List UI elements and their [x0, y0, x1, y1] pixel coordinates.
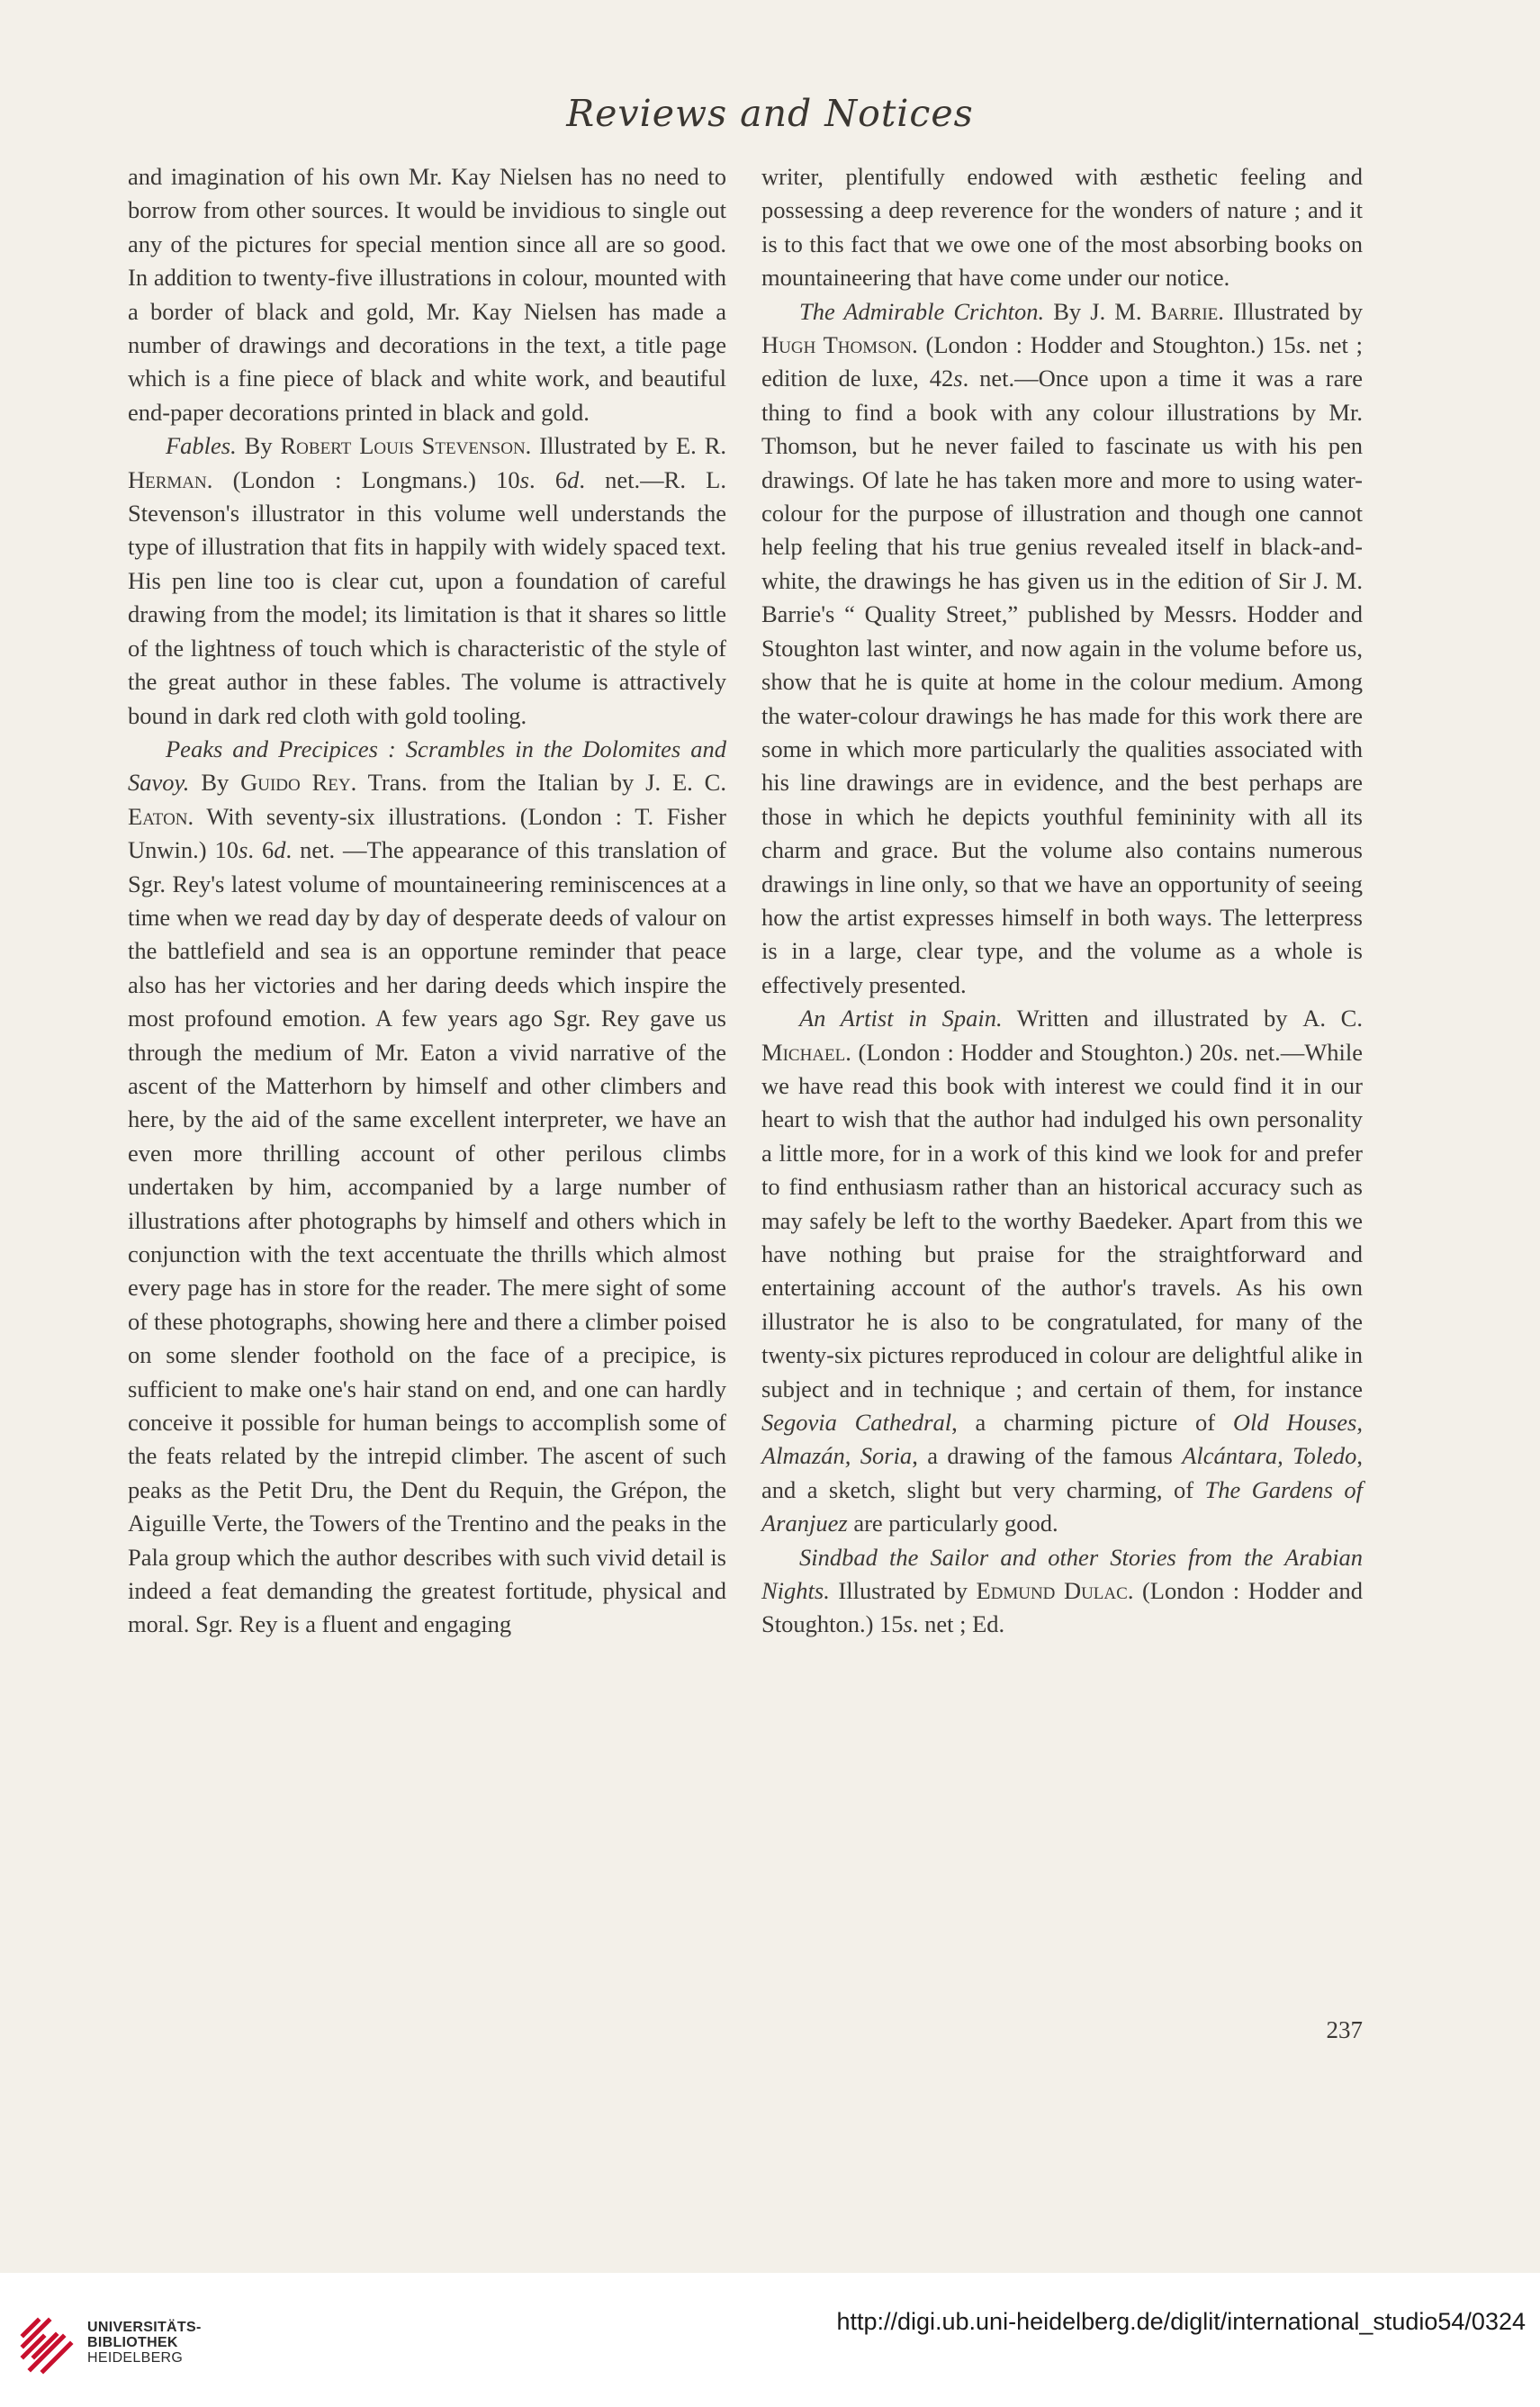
- illustrator-name: Hugh Thomson: [761, 331, 913, 359]
- book-title: The Admirable Crichton.: [799, 297, 1045, 325]
- review-body: . net.—Once upon a time it was a rare thing to find a book with any colour illustrations by Mr. Thomson, but he never failed to fascinate us with his pen drawings. Of late he has taken more and more to using water-colour for the purpose of illustration and though one cannot help feeling that his true genius revealed itself in black-and-white, the drawings he has given us in the edition of Sir J. M. Barrie's “ Quality Street,” published by Messrs. Hodder and Stoughton last winter, and now again in the volume before us, show that he is quite at home in the colour medium. Among the water-colour drawings he has made for this work there are some in which more particularly the qualities associated with his line drawings are in evidence, and the best perhaps are those in which he depicts youthful femininity with all its charm and grace. But the volume also contains numerous drawings in line only, so that we have an opportunity of seeing how the artist expresses himself in both ways. The letterpress is in a large, clear type, and the volume as a whole is effectively presented.: [761, 365, 1363, 998]
- page-number: 237: [1326, 2016, 1363, 2043]
- page-header: Reviews and Notices: [566, 92, 974, 135]
- author-name: Guido Rey: [240, 769, 351, 797]
- book-title: Sindbad the Sailor and other Stories from the Arabian Nights.: [761, 1543, 1363, 1605]
- book-title: Fables.: [166, 432, 237, 460]
- author-name: J. M. Barrie: [1090, 297, 1219, 325]
- left-paragraph-1: and imagination of his own Mr. Kay Nielsen has no need to borrow from other sources. It would be invidious to single out any of the pictures for special mention since all are so good. In addition to twenty-five illustrations in colour, mounted with a border of black and gold, Mr. Kay Nielsen has made a number of drawings and decorations in the text, a title page which is a fine piece of black and white work, and beautiful end-paper decorations printed in black and gold.: [128, 163, 726, 426]
- ub-heidelberg-logo-icon: [18, 2312, 77, 2376]
- picture-title: Segovia Cathedral: [761, 1409, 952, 1437]
- footer-bar: [0, 2273, 1540, 2407]
- illustrator-name: Edmund Dulac: [976, 1577, 1128, 1605]
- picture-title: The Gardens of Aranjuez: [761, 1475, 1363, 1537]
- book-title: Peaks and Precipices : Scrambles in the Dolomites and Savoy.: [128, 735, 726, 797]
- library-name: UNIVERSITÄTS- BIBLIOTHEK HEIDELBERG: [87, 2320, 202, 2366]
- left-column: [128, 160, 726, 1642]
- library-stamp-watermark: [941, 2059, 1328, 2216]
- illustrator-name: E. R. Herman: [128, 432, 726, 493]
- translator-name: J. E. C. Eaton: [128, 769, 726, 830]
- review-sindbad: Sindbad the Sailor and other Stories from the Arabian Nights. Illustrated by Edmund Dulac. (London : Hodder and Stoughton.) 15s. net ; Ed.: [761, 1543, 1363, 1638]
- right-column: [761, 160, 1363, 1642]
- right-paragraph-1: writer, plentifully endowed with æsthetic feeling and possessing a deep reverence for the wonders of nature ; and it is to this fact that we owe one of the most absorbing books on mountaineering that have come under our notice.: [761, 163, 1363, 292]
- author-name: Robert Louis Stevenson: [280, 432, 526, 460]
- review-artist-in-spain: An Artist in Spain. Written and illustrated by A. C. Michael. (London : Hodder and Stoughton.) 20s. net.—While we have read this book with interest we could find it in our heart to wish that the author had indulged his own personality a little more, for in a work of this kind we look for and prefer to find enthusiasm rather than an historical accuracy such as may safely be left to the worthy Baedeker. Apart from this we have nothing but praise for the straightforward and entertaining account of the author's travels. As his own illustrator he is also to be congratulated, for many of the twenty-six pictures reproduced in colour are delightful alike in subject and in technique ; and certain of them, for instance Segovia Cathedral, a charming picture of Old Houses, Almazán, Soria, a drawing of the famous Alcántara, Toledo, and a sketch, slight but very charming, of The Gardens of Aranjuez are particularly good.: [761, 1005, 1363, 1537]
- review-body: . net. —The appearance of this translation of Sgr. Rey's latest volume of mountaineering reminiscences at a time when we read day by day of desperate deeds of valour on the battlefield and sea is an opportune reminder that peace also has her victories and her daring deeds which inspire the most profound emotion. A few years ago Sgr. Rey gave us through the medium of Mr. Eaton a vivid narrative of the ascent of the Matterhorn by himself and other climbers and here, by the aid of the same excellent interpreter, we have an even more thrilling account of other perilous climbs undertaken by him, accompanied by a large number of illustrations after photographs by himself and others which in conjunction with the text accentuate the thrills which almost every page has in store for the reader. The mere sight of some of these photographs, showing here and there a climber poised on some slender foothold on the face of a precipice, is sufficient to make one's hair stand on end, and one can hardly conceive it possible for human beings to accomplish some of the feats related by the intrepid climber. The ascent of such peaks as the Petit Dru, the Dent du Requin, the Grépon, the Aiguille Verte, the Towers of the Trentino and the peaks in the Pala group which the author describes with such vivid detail is indeed a feat demanding the greatest fortitude, physical and moral. Sgr. Rey is a fluent and engaging: [128, 836, 726, 1638]
- review-body: . net.—While we have read this book with interest we could find it in our heart to wish that the author had indulged his own personality a little more, for in a work of this kind we look for and prefer to find enthusiasm rather than an historical accuracy such as may safely be left to the worthy Baedeker. Apart from this we have nothing but praise for the straightforward and entertaining account of the author's travels. As his own illustrator he is also to be congratulated, for many of the twenty-six pictures reproduced in colour are delightful alike in subject and in technique ; and certain of them, for instance: [761, 1038, 1363, 1402]
- permalink-url[interactable]: http://digi.ub.uni-heidelberg.de/diglit/international_studio54/0324: [836, 2308, 1526, 2335]
- review-admirable-crichton: The Admirable Crichton. By J. M. Barrie. Illustrated by Hugh Thomson. (London : Hodder and Stoughton.) 15s. net ; edition de luxe, 42s. net.—Once upon a time it was a rare thing to find a book with any colour illustrations by Mr. Thomson, but he never failed to fascinate us with his pen drawings. Of late he has taken more and more to using water-colour for the purpose of illustration and though one cannot help feeling that his true genius revealed itself in black-and-white, the drawings he has given us in the edition of Sir J. M. Barrie's “ Quality Street,” published by Messrs. Hodder and Stoughton last winter, and now again in the volume before us, show that he is quite at home in the colour medium. Among the water-colour drawings he has made for this work there are some in which more particularly the qualities associated with his line drawings are in evidence, and the best perhaps are those in which he depicts youthful femininity with all its charm and grace. But the volume also contains numerous drawings in line only, so that we have an opportunity of seeing how the artist expresses himself in both ways. The letterpress is in a large, clear type, and the volume as a whole is effectively presented.: [761, 297, 1363, 998]
- review-peaks-and-precipices: Peaks and Precipices : Scrambles in the Dolomites and Savoy. By Guido Rey. Trans. from the Italian by J. E. C. Eaton. With seventy-six illustrations. (London : T. Fisher Unwin.) 10s. 6d. net. —The appearance of this translation of Sgr. Rey's latest volume of mountaineering reminiscences at a time when we read day by day of desperate deeds of valour on the battlefield and sea is an opportune reminder that peace also has her victories and her daring deeds which inspire the most profound emotion. A few years ago Sgr. Rey gave us through the medium of Mr. Eaton a vivid narrative of the ascent of the Matterhorn by himself and other climbers and here, by the aid of the same excellent interpreter, we have an even more thrilling account of other perilous climbs undertaken by him, accompanied by a large number of illustrations after photographs by himself and others which in conjunction with the text accentuate the thrills which almost every page has in store for the reader. The mere sight of some of these photographs, showing here and there a climber poised on some slender foothold on the face of a precipice, is sufficient to make one's hair stand on end, and one can hardly conceive it possible for human beings to accomplish some of the feats related by the intrepid climber. The ascent of such peaks as the Petit Dru, the Dent du Requin, the Grépon, the Aiguille Verte, the Towers of the Trentino and the peaks in the Pala group which the author describes with such vivid detail is indeed a feat demanding the greatest fortitude, physical and moral. Sgr. Rey is a fluent and engaging: [128, 735, 726, 1638]
- review-body: . net.—R. L. Stevenson's illustrator in this volume well understands the type of illustration that fits in happily with widely spaced text. His pen line too is clear cut, upon a foundation of careful drawing from the model; its limitation is that it shares so little of the lightness of touch which is characteristic of the style of the great author in these fables. The volume is attractively bound in dark red cloth with gold tooling.: [128, 465, 726, 729]
- review-fables: Fables. By Robert Louis Stevenson. Illustrated by E. R. Herman. (London : Longmans.) 10s. 6d. net.—R. L. Stevenson's illustrator in this volume well understands the type of illustration that fits in happily with widely spaced text. His pen line too is clear cut, upon a foundation of careful drawing from the model; its limitation is that it shares so little of the lightness of touch which is characteristic of the style of the great author in these fables. The volume is attractively bound in dark red cloth with gold tooling.: [128, 432, 726, 729]
- author-name: A. C. Michael: [761, 1005, 1363, 1066]
- picture-title: Old Houses, Almazán, Soria: [761, 1409, 1363, 1470]
- book-title: An Artist in Spain.: [799, 1005, 1003, 1032]
- picture-title: Alcántara, Toledo: [1182, 1442, 1357, 1470]
